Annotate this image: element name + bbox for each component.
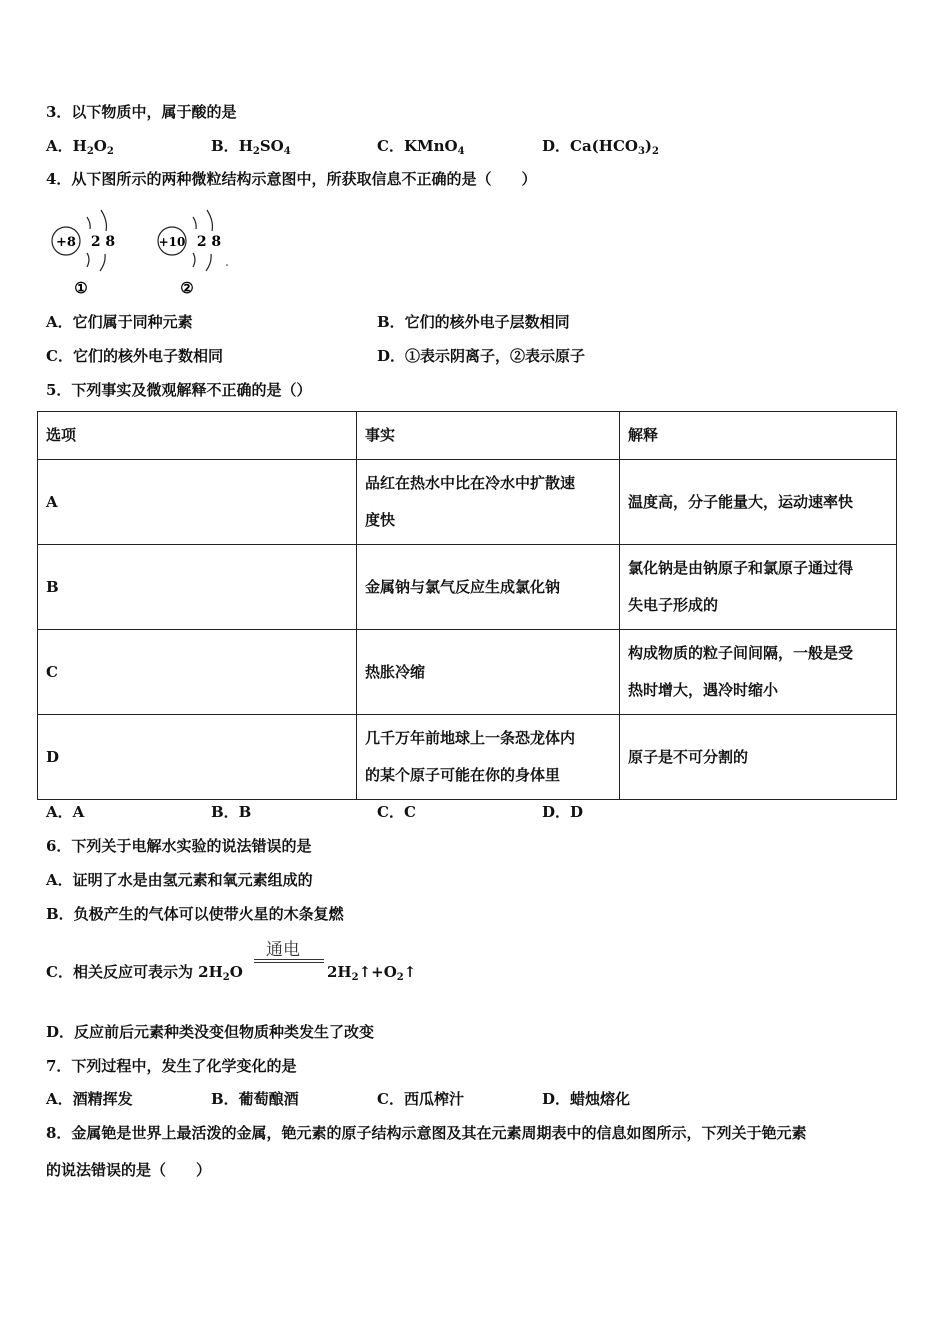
q5-option-b[interactable]: B．B	[211, 803, 252, 821]
q4-option-b[interactable]: B．它们的核外电子层数相同	[377, 313, 570, 331]
atom-label-1: ①	[74, 279, 88, 297]
q6-option-a[interactable]: A．证明了水是由氢元素和氧元素组成的	[46, 871, 313, 889]
q8-stem-line2: 的说法错误的是（ ）	[46, 1161, 212, 1179]
row-c-explain: 构成物质的粒子间间隔，一般是受 热时增大，遇冷时缩小	[620, 630, 897, 715]
q4-option-c[interactable]: C．它们的核外电子数相同	[46, 347, 223, 365]
q4-option-d[interactable]: D．①表示阴离子，②表示原子	[377, 347, 586, 365]
q3-option-d[interactable]: D．$Ca(HCO_3)_2$	[542, 137, 659, 157]
condition-text: 通电	[266, 940, 300, 960]
table-row	[38, 460, 897, 545]
row-a-fact: 品红在热水中比在冷水中扩散速 度快	[357, 460, 620, 545]
atom-diagram-2	[152, 205, 242, 300]
q6-option-d[interactable]: D．反应前后元素种类没变但物质种类发生了改变	[46, 1023, 375, 1041]
equals-line-top	[254, 959, 324, 960]
electron-shells-1: 2 8	[90, 234, 116, 250]
header-explain: 解释	[620, 412, 897, 460]
row-c-fact: 热胀冷缩	[357, 630, 620, 715]
header-fact: 事实	[357, 412, 620, 460]
row-a-explain: 温度高，分子能量大，运动速率快	[620, 460, 897, 545]
atom-diagram-1	[46, 205, 136, 300]
q3-option-a[interactable]: A．$H_2O_2$	[46, 137, 114, 157]
equals-line-bottom	[254, 962, 324, 963]
row-c-option: C	[38, 630, 357, 715]
q5-stem: 5．下列事实及微观解释不正确的是（）	[46, 381, 312, 399]
q6-stem: 6．下列关于电解水实验的说法错误的是	[46, 837, 312, 855]
q5-option-d[interactable]: D．D	[542, 803, 584, 821]
table-header-row	[38, 412, 897, 460]
atom-label-2: ②	[180, 279, 194, 297]
row-a-option: A	[38, 460, 357, 545]
row-d-explain: 原子是不可分割的	[620, 715, 897, 800]
nucleus-charge-1: +8	[56, 235, 76, 250]
q4-option-a[interactable]: A．它们属于同种元素	[46, 313, 193, 331]
q8-stem-line1: 8．金属铯是世界上最活泼的金属，铯元素的原子结构示意图及其在元素周期表中的信息如图所示，下列关于铯元素	[46, 1124, 807, 1142]
q6-option-b[interactable]: B．负极产生的气体可以使带火星的木条复燃	[46, 905, 344, 923]
q7-stem: 7．下列过程中，发生了化学变化的是	[46, 1057, 297, 1075]
table-row	[38, 715, 897, 800]
q4-stem: 4．从下图所示的两种微粒结构示意图中，所获取信息不正确的是（ ）	[46, 170, 537, 188]
row-d-option: D	[38, 715, 357, 800]
table-row	[38, 630, 897, 715]
table-row	[38, 545, 897, 630]
q7-option-a[interactable]: A．酒精挥发	[46, 1090, 133, 1108]
q3-stem: 3．以下物质中，属于酸的是	[46, 103, 237, 121]
q5-table	[37, 411, 897, 800]
nucleus-charge-2: +10	[158, 235, 186, 249]
row-b-explain: 氯化钠是由钠原子和氯原子通过得 失电子形成的	[620, 545, 897, 630]
q7-option-b[interactable]: B．葡萄酿酒	[211, 1090, 299, 1108]
q5-option-a[interactable]: A．A	[46, 803, 85, 821]
q3-option-b[interactable]: B．$H_2SO_4$	[211, 137, 291, 157]
q5-option-c[interactable]: C．C	[377, 803, 416, 821]
q6-option-c[interactable]: C．相关反应可表示为 $2H_2O$	[46, 963, 243, 983]
q7-option-c[interactable]: C．西瓜榨汁	[377, 1090, 464, 1108]
reaction-condition	[254, 935, 324, 975]
row-d-fact: 几千万年前地球上一条恐龙体内 的某个原子可能在你的身体里	[357, 715, 620, 800]
header-option: 选项	[38, 412, 357, 460]
q6-option-c-products: $2H_2↑+O_2↑$	[327, 963, 417, 983]
q3-option-c[interactable]: C．KMnO$_4$	[377, 137, 465, 157]
electron-shells-2: 2 8	[196, 234, 222, 250]
q7-option-d[interactable]: D．蜡烛熔化	[542, 1090, 631, 1108]
row-b-fact: 金属钠与氯气反应生成氯化钠	[357, 545, 620, 630]
row-b-option: B	[38, 545, 357, 630]
